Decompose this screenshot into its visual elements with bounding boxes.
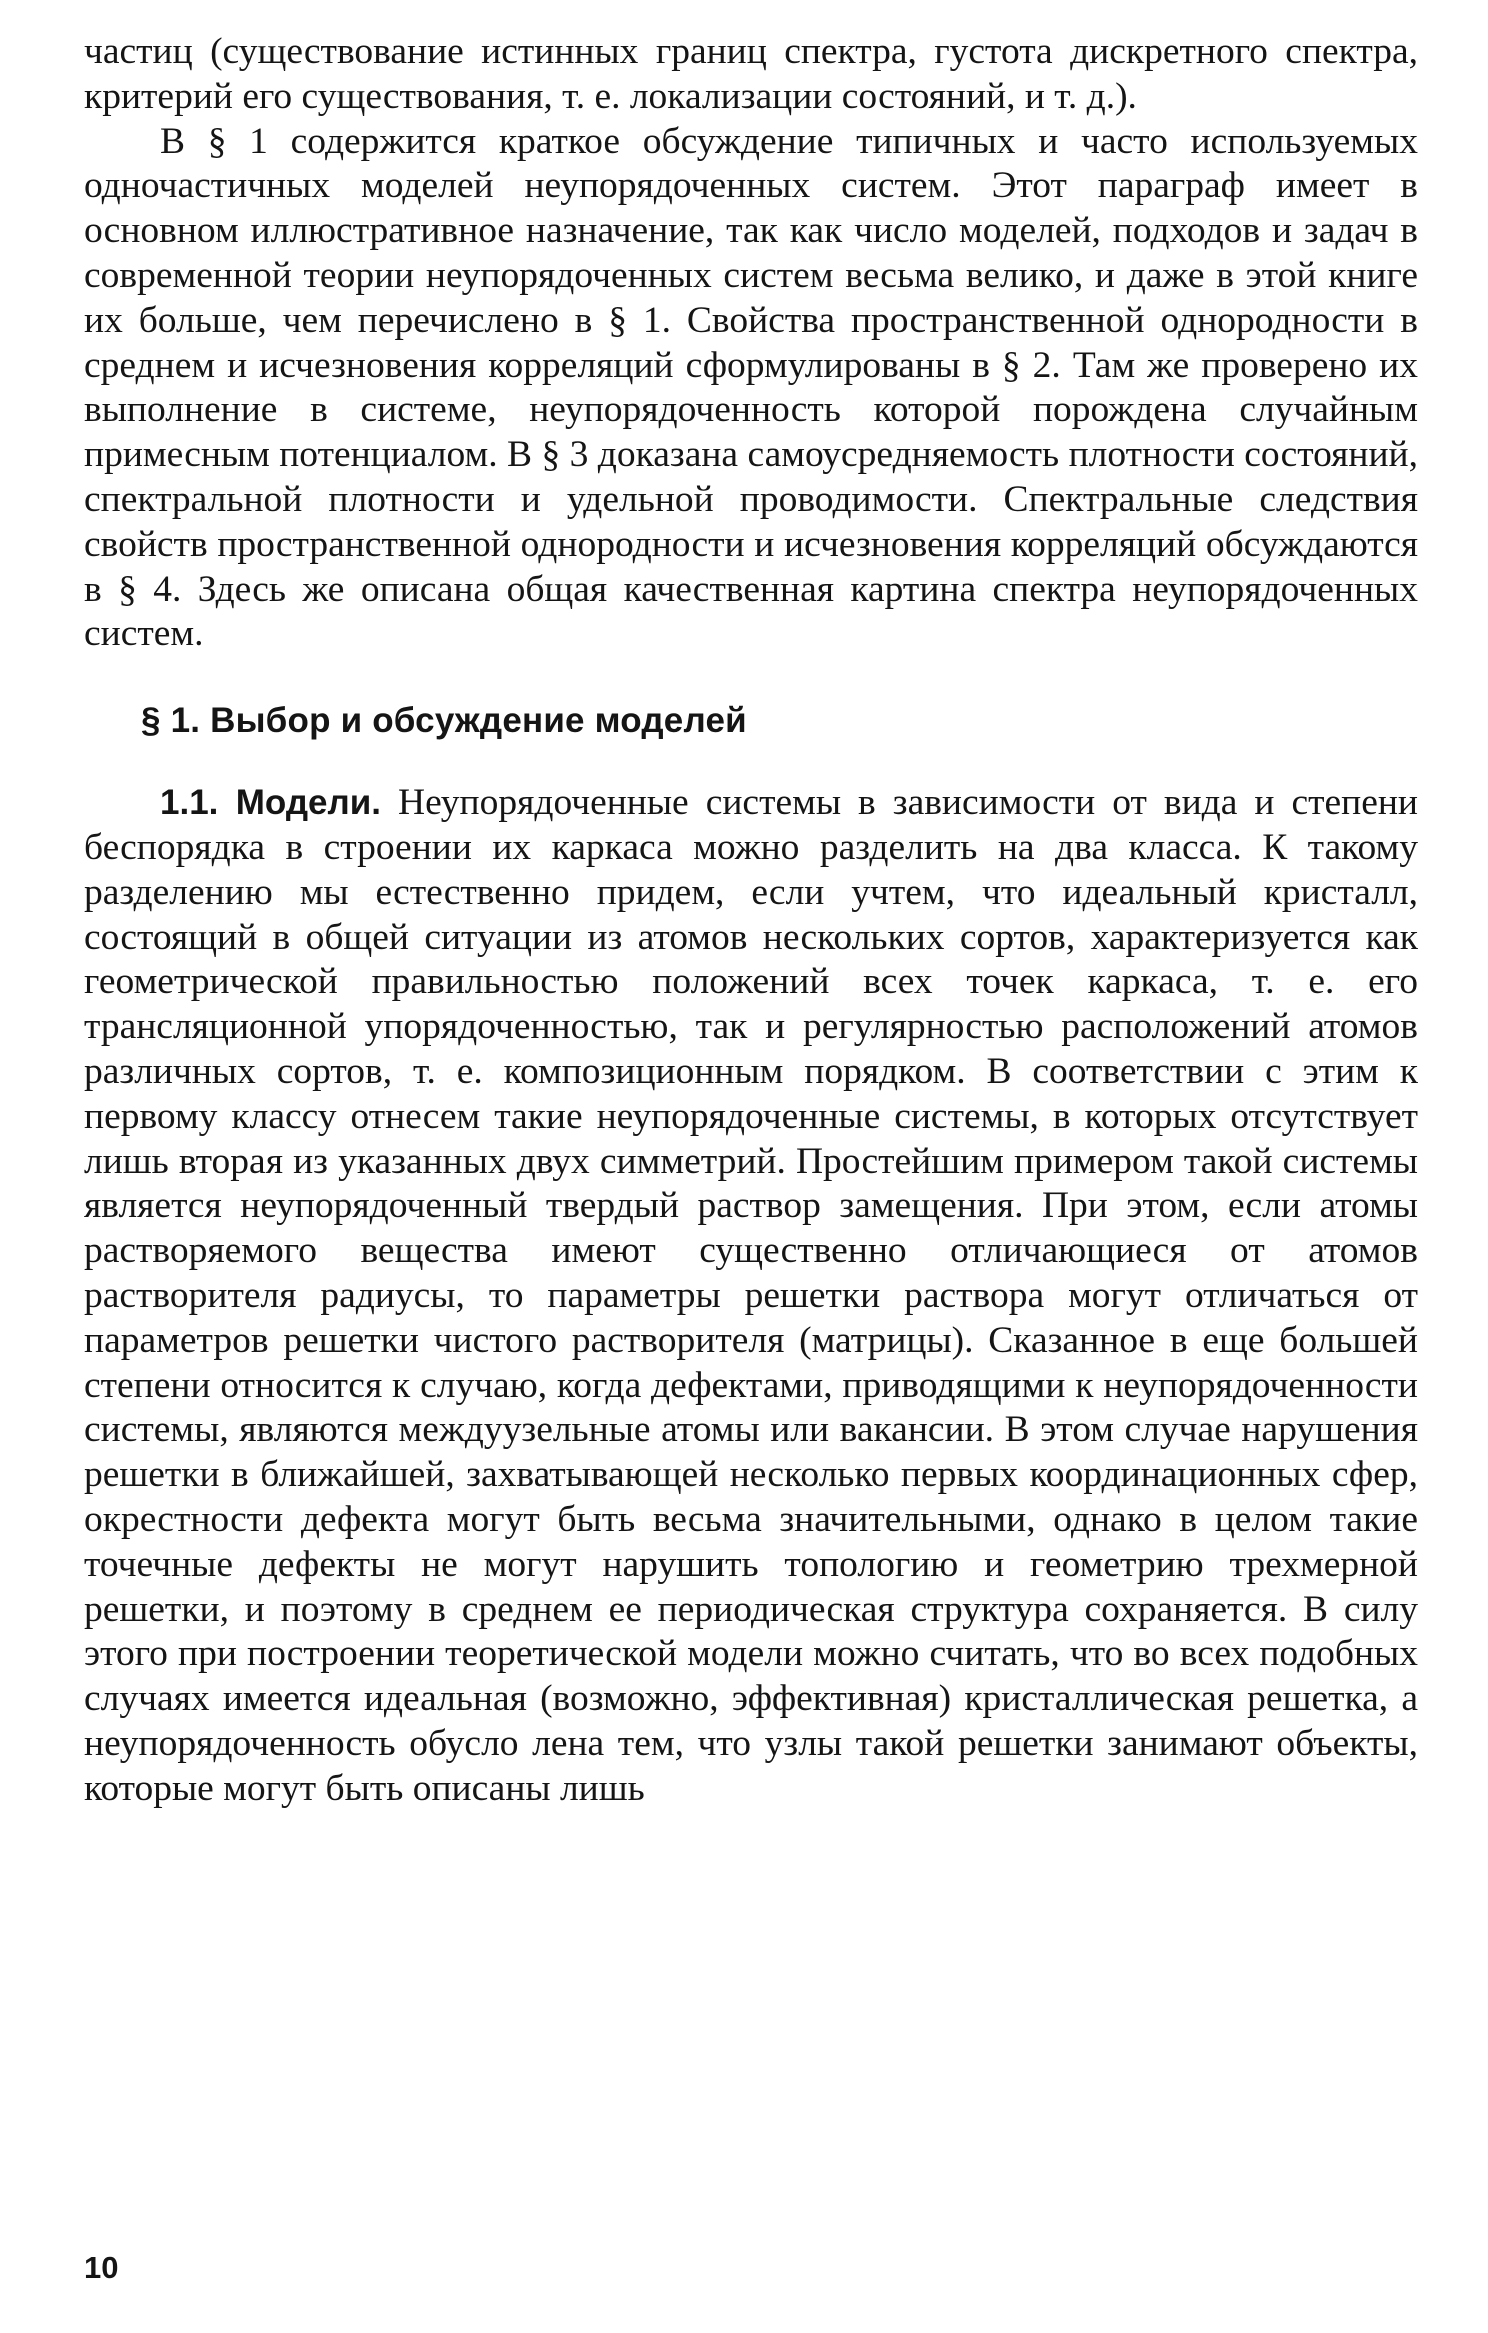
page-number: 10 — [84, 2250, 119, 2285]
section-heading: § 1. Выбор и обсуждение моделей — [141, 701, 747, 741]
paragraph-continuation: частиц (существование истинных границ спектра, густота дискретного спектра, критерий его существования, т. е. локализации состояний, и т. д.). — [84, 31, 1418, 117]
paragraph-models — [84, 781, 1418, 1811]
document-page — [84, 30, 1418, 2310]
subsection-text: Неупорядоченные системы в зависимости от вида и степени беспорядка в строении их каркаса можно разделить на два класса. К такому разделению мы естественно придем, если учтем, что идеальный кристалл, состоящий в общей ситуации из атомов нескольких сортов, характеризуется как геометрической правильностью положений всех точек каркаса, т. е. его трансляционной упорядоченностью, так и регулярностью расположений атомов различных сортов, т. е. композиционным порядком. В соответствии с этим к первому классу отнесем такие неупорядоченные системы, в которых отсутствует лишь вторая из указанных двух симметрий. Простейшим примером такой системы является неупорядоченный твердый раствор замещения. При этом, если атомы растворяемого вещества имеют существенно отличающиеся от атомов растворителя радиусы, то параметры решетки раствора могут отличаться от параметров решетки чистого растворителя (матрицы). Сказанное в еще большей степени относится к случаю, когда дефектами, приводящими к неупорядоченности системы, являются междуузельные атомы или вакансии. В этом случае нарушения решетки в ближайшей, захватывающей несколько первых координационных сфер, окрестности дефекта могут быть весьма значительными, однако в целом такие точечные дефекты не могут нарушить топологию и геометрию трехмерной решетки, и поэтому в среднем ее периодическая структура сохраняется. В силу этого при построении теоретической модели можно считать, что во всех подобных случаях имеется идеальная (возможно, эффективная) кристаллическая решетка, а неупорядоченность обусло лена тем, что узлы такой решетки занимают объекты, которые могут быть описаны лишь — [84, 782, 1419, 1809]
paragraph-overview: В § 1 содержится краткое обсуждение типичных и часто используемых одночастичных моделей неупорядоченных систем. Этот параграф имеет в основном иллюстративное назначение, так как число моделей, подходов и задач в современной теории неупорядоченных систем весьма велико, и даже в этой книге их больше, чем перечислено в § 1. Свойства пространственной однородности в среднем и исчезновения корреляций сформулированы в § 2. Там же проверено их выполнение в системе, неупорядоченность которой порождена случайным примесным потенциалом. В § 3 доказана самоусредняемость плотности состояний, спектральной плотности и удельной проводимости. Спектральные следствия свойств пространственной однородности и исчезновения корреляций обсуждаются в § 4. Здесь же описана общая качественная картина спектра неупорядоченных систем. — [84, 120, 1418, 655]
subsection-label: 1.1. Модели. — [160, 783, 381, 823]
